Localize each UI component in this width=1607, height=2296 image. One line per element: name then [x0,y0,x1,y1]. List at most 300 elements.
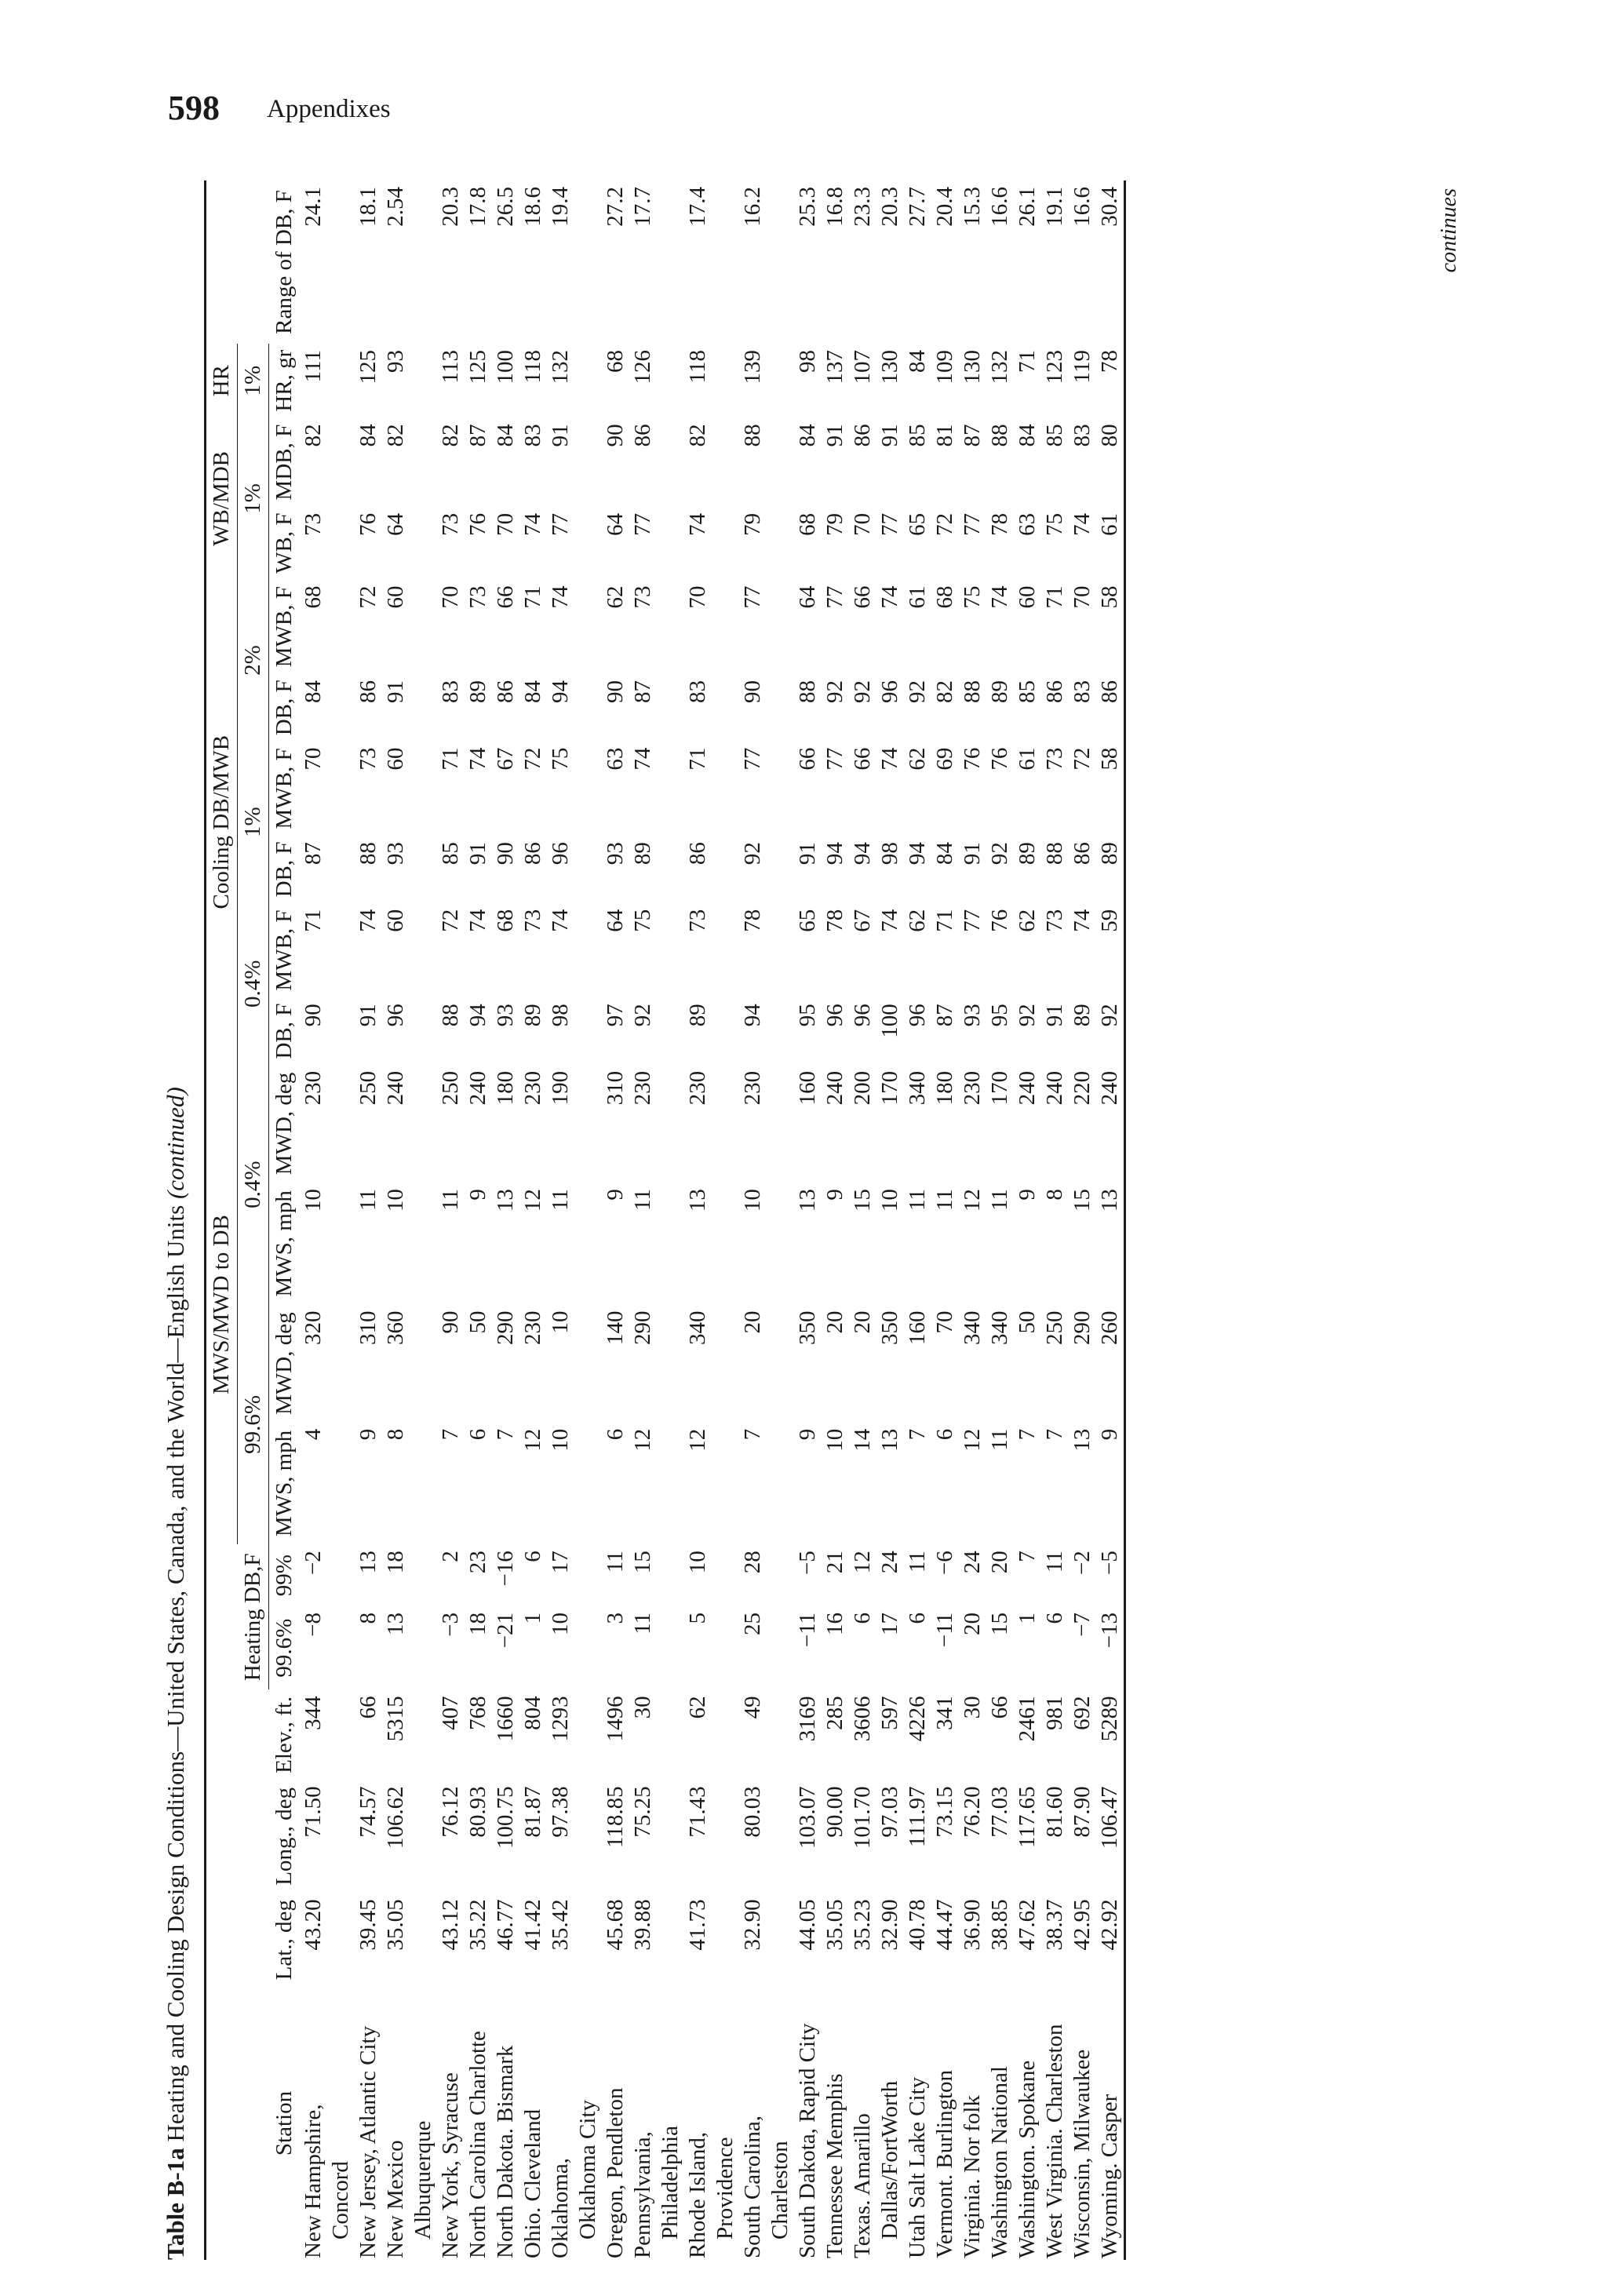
cell-range: 27.2 [603,187,628,227]
cell-db04: 88 [438,1004,463,1027]
station-name: Oregon, Pendleton [603,2087,628,2258]
cell-db2: 85 [1015,680,1040,703]
cell-wb: 79 [740,512,765,536]
cell-mwd996: 140 [603,1310,628,1346]
cell-mwd996: 90 [438,1310,463,1334]
station-name: Rhode Island, [685,2131,710,2258]
cell-db04: 91 [1042,1004,1067,1027]
cell-mwb04: 71 [301,909,326,932]
cell-h99: 2 [438,1551,463,1562]
cell-mws04: 12 [960,1189,985,1212]
rotated-table-block [162,180,1464,2260]
cell-elev: 2461 [1015,1696,1040,1742]
cell-db04: 89 [520,1004,545,1027]
cell-lat: 44.05 [795,1899,820,1951]
cell-mws996: 6 [465,1428,490,1441]
cell-elev: 1660 [493,1696,518,1742]
cell-long: 97.38 [548,1786,573,1838]
cell-hr: 132 [548,350,573,384]
cell-long: 77.03 [987,1786,1012,1838]
cell-range: 17.7 [630,187,655,227]
col-c04-mwb: MWB, F [271,909,297,991]
station-name: Utah Salt Lake City [905,2076,930,2258]
cell-wb: 70 [850,512,875,536]
cell-elev: 3169 [795,1696,820,1742]
cell-db1: 86 [685,842,710,866]
cell-mwb2: 70 [1070,585,1095,609]
cell-mwb2: 68 [932,585,957,609]
table-row [1096,180,1125,2260]
cell-mwd996: 310 [355,1310,381,1346]
cell-mwb1: 74 [877,747,902,771]
caption-label: Table B-1a [162,2148,189,2260]
continues-note: continues [1437,188,1461,273]
cell-mws04: 9 [603,1189,628,1201]
cell-db04: 96 [850,1004,875,1027]
cell-mwd996: 160 [905,1310,930,1346]
cell-mdb: 91 [822,424,847,447]
cell-mwb04: 74 [548,909,573,932]
cell-mws04: 15 [850,1189,875,1212]
cell-h996: 6 [850,1612,875,1624]
cell-long: 80.03 [740,1786,765,1838]
cell-h996: 16 [822,1612,847,1635]
cell-h99: −2 [301,1551,326,1576]
cell-lat: 35.23 [850,1899,875,1951]
cell-mwd996: 340 [960,1310,985,1346]
station-name: Wisconsin, Milwaukee [1070,2049,1095,2258]
cell-elev: 344 [301,1696,326,1730]
cell-mws04: 13 [685,1189,710,1212]
cell-h99: −5 [795,1551,820,1576]
table-row [822,180,849,2260]
station-name: Oklahoma, [548,2157,573,2258]
cell-db1: 88 [1042,842,1067,866]
col-hr: HR, gr [271,349,297,412]
cell-h99: 20 [987,1551,1012,1574]
cell-range: 19.4 [548,187,573,227]
cell-h996: 17 [877,1612,902,1635]
cell-h996: −11 [932,1612,957,1648]
table-row [1069,180,1096,2260]
cell-mwb1: 66 [795,747,820,771]
cell-mwb04: 62 [1015,909,1040,932]
col-c2-mwb: MWB, F [271,586,297,668]
cell-hr: 139 [740,350,765,384]
cell-db2: 92 [905,680,930,703]
cell-mdb: 87 [960,424,985,447]
table-row [629,180,684,2260]
cell-hr: 123 [1042,350,1067,384]
table-row [355,180,382,2260]
station-cell [822,1987,849,2260]
cell-mwd996: 20 [850,1310,875,1334]
cell-lat: 42.92 [1096,1893,1125,1987]
cell-long: 106.62 [383,1786,408,1850]
table-row [904,180,931,2260]
cell-mwb04: 75 [630,909,655,932]
cell-long: 118.85 [603,1786,628,1849]
cell-hr: 109 [932,350,957,384]
station-name: New Mexico [383,2140,408,2258]
cell-h99: 24 [960,1551,985,1574]
station-name: Tennessee Memphis [822,2073,847,2258]
table-row [986,180,1014,2260]
table-row [739,180,794,2260]
cell-mws04: 15 [1070,1189,1095,1212]
cell-h996: 10 [548,1612,573,1635]
cell-mws04: 10 [383,1189,408,1212]
caption-text: Heating and Cooling Design Conditions—United States, Canada, and the World—English Units [162,1204,189,2142]
cell-h99: 7 [1015,1551,1040,1562]
cell-mws996: 7 [438,1428,463,1441]
cell-lat: 38.85 [987,1899,1012,1951]
cell-mdb: 82 [383,424,408,447]
cell-mdb: 84 [1015,424,1040,447]
cell-mwb1: 66 [850,747,875,771]
station-name: Virginia. Nor folk [960,2095,985,2258]
station-name: North Dakota. Bismark [493,2045,518,2258]
station-name-continued: Oklahoma City [575,2099,600,2240]
col-hr-group: HR [206,344,238,417]
cell-long: 87.90 [1070,1786,1095,1838]
cell-mwd04: 240 [1096,1065,1125,1183]
station-name-continued: Providence [712,2137,738,2240]
cell-db2: 94 [548,680,573,703]
cell-db04: 96 [383,1004,408,1027]
cell-wb: 75 [1042,512,1067,536]
cell-mwb1: 74 [465,747,490,771]
cell-db04: 95 [987,1004,1012,1027]
cell-h996: −11 [795,1612,820,1648]
cell-db1: 93 [603,842,628,866]
cell-h99: 28 [740,1551,765,1574]
cell-wb: 64 [603,512,628,536]
cell-db2: 84 [520,680,545,703]
station-cell [629,1987,684,2260]
cell-lat: 39.88 [630,1899,655,1951]
cell-mwb1: 62 [905,747,930,771]
table-row [959,180,986,2260]
cell-mwd996: 250 [1042,1310,1067,1346]
cell-h996: 6 [905,1612,930,1624]
cell-db04: 93 [493,1004,518,1027]
cell-h996: 18 [465,1612,490,1635]
cell-db04: 91 [355,1004,381,1027]
cell-range: 24.1 [301,187,326,227]
cell-mwd04: 230 [740,1070,765,1106]
cell-mwb04: 76 [987,909,1012,932]
cell-db04: 96 [905,1004,930,1027]
cell-db2: 86 [1096,674,1125,742]
cell-range: 16.8 [822,187,847,227]
cell-mwb1: 61 [1015,747,1040,771]
station-name: Washington. Spokane [1015,2060,1040,2258]
cell-mws996: 7 [493,1428,518,1441]
cell-mwd996: 10 [548,1310,573,1334]
cell-mwd996: 290 [1070,1310,1095,1346]
cell-mwb1: 72 [1070,747,1095,771]
cell-mwd04: 180 [493,1070,518,1106]
cell-h99: 11 [905,1551,930,1573]
station-cell [904,1987,931,2260]
cell-range: 23.3 [850,187,875,227]
cell-hr: 107 [850,350,875,384]
cell-h996: −3 [438,1612,463,1637]
cell-mdb: 82 [301,424,326,447]
cell-mdb: 80 [1096,417,1125,507]
cell-db1: 96 [548,842,573,866]
cell-hr: 126 [630,350,655,384]
cell-mwd996: 230 [520,1310,545,1346]
cell-mwb1: 69 [932,747,957,771]
cell-hr: 137 [822,350,847,384]
col-heating: Heating DB,F [206,1544,269,1689]
cell-wb: 76 [355,512,381,536]
station-name: West Virginia. Charleston [1042,2024,1067,2258]
cell-long: 71.50 [301,1786,326,1838]
station-cell [739,1987,794,2260]
cell-mwb04: 77 [960,909,985,932]
cell-hr: 132 [987,350,1012,384]
cell-lat: 35.05 [822,1899,847,1951]
cell-wb: 78 [987,512,1012,536]
cell-elev: 804 [520,1696,545,1730]
cell-mwd996: 50 [465,1310,490,1334]
cell-mwd996: 340 [685,1310,710,1346]
cell-mwd04: 170 [877,1070,902,1106]
station-cell [1096,1987,1125,2260]
cell-mwd04: 340 [905,1070,930,1106]
table-row [465,180,492,2260]
cell-db2: 92 [822,680,847,703]
cell-wb: 64 [383,512,408,536]
cell-db04: 96 [822,1004,847,1027]
cell-mwd04: 250 [355,1070,381,1106]
cell-h99: 12 [850,1551,875,1574]
cell-lat: 45.68 [603,1899,628,1951]
cell-mwb1: 72 [520,747,545,771]
cell-mwb2: 73 [465,585,490,609]
cell-mwb1: 76 [987,747,1012,771]
cell-mwb2: 74 [548,585,573,609]
cell-mwd996: 260 [1096,1305,1125,1423]
cell-mwd996: 360 [383,1310,408,1346]
cell-mwb1: 71 [685,747,710,771]
cell-mws996: 10 [548,1428,573,1452]
cell-mwb2: 74 [877,585,902,609]
cell-db2: 86 [355,680,381,703]
cell-elev: 768 [465,1696,490,1730]
cell-db04: 94 [465,1004,490,1027]
cell-mwb1: 67 [493,747,518,771]
cell-mws996: 6 [932,1428,957,1441]
page-number: 598 [168,89,220,127]
cell-mwb1: 73 [355,747,381,771]
cell-mwd996: 340 [987,1310,1012,1346]
cell-mws996: 10 [822,1428,847,1452]
cell-db2: 83 [1070,680,1095,703]
cell-mws996: 4 [301,1428,326,1441]
cell-lat: 38.37 [1042,1899,1067,1951]
cell-db1: 87 [301,842,326,866]
cell-lat: 46.77 [493,1899,518,1951]
cell-long: 81.87 [520,1786,545,1838]
cell-wb: 74 [685,512,710,536]
cell-range: 17.8 [465,187,490,227]
cell-mdb: 81 [932,424,957,447]
cell-mwd04: 240 [822,1070,847,1106]
table-body [300,180,1125,2260]
cell-mws04: 11 [548,1189,573,1212]
cell-mwb04: 64 [603,909,628,932]
cell-db2: 83 [685,680,710,703]
cell-mwd04: 240 [465,1070,490,1106]
col-mws-996: 99.6% [238,1305,269,1545]
cell-mwb04: 74 [355,909,381,932]
cell-mwd04: 190 [548,1070,573,1106]
cell-long: 71.43 [685,1786,710,1838]
cell-hr: 93 [383,350,408,374]
station-cell [465,1987,492,2260]
cell-db04: 89 [685,1004,710,1027]
cell-mws996: 12 [630,1428,655,1452]
cell-mwd996: 320 [301,1310,326,1346]
cell-range: 16.2 [740,187,765,227]
cell-h99: 11 [1042,1551,1067,1573]
col-elev: Elev., ft. [206,1689,301,1780]
cell-mwb04: 73 [520,909,545,932]
station-name: Wyoming. Casper [1097,2094,1122,2258]
cell-mwd996: 350 [877,1310,902,1346]
cell-mdb: 88 [740,424,765,447]
cell-h99: 23 [465,1551,490,1574]
cell-range: 26.5 [493,187,518,227]
cell-elev: 62 [685,1696,710,1719]
cell-mws04: 10 [877,1189,902,1212]
cell-lat: 41.73 [685,1899,710,1951]
cell-long: 81.60 [1042,1786,1067,1838]
cell-h99: 11 [603,1551,628,1573]
cell-h99: −2 [1070,1551,1095,1576]
caption-suffix: (continued) [162,1087,189,1200]
cell-db04: 89 [1070,1004,1095,1027]
cell-hr: 125 [355,350,381,384]
col-lat: Lat., deg [206,1893,301,1987]
cell-elev: 5289 [1096,1689,1125,1780]
table-row [547,180,602,2260]
cell-mwd04: 170 [987,1070,1012,1106]
cell-h99: 10 [685,1551,710,1574]
cell-wb: 61 [1096,507,1125,580]
station-name: South Carolina, [740,2115,765,2258]
cell-db1: 86 [1070,842,1095,866]
cell-db2: 83 [438,680,463,703]
cell-mdb: 83 [1070,424,1095,447]
cell-h996: 13 [383,1612,408,1635]
cell-wb: 68 [795,512,820,536]
cell-range: 20.3 [877,187,902,227]
cell-db1: 91 [795,842,820,866]
cell-mwb1: 75 [548,747,573,771]
cell-lat: 44.47 [932,1899,957,1951]
cell-mwb2: 61 [905,585,930,609]
station-cell [519,1987,547,2260]
cell-lat: 39.45 [355,1899,381,1951]
col-cooling-1: 1% [238,742,269,903]
cell-db2: 89 [465,680,490,703]
cell-range: 27.7 [905,187,930,227]
cell-elev: 341 [932,1696,957,1730]
station-cell [547,1987,602,2260]
cell-h996: −21 [493,1612,518,1649]
cell-long: 76.12 [438,1786,463,1838]
cell-mwd996: 50 [1015,1310,1040,1334]
cell-mdb: 88 [987,424,1012,447]
station-cell [602,1987,629,2260]
cell-db1: 94 [822,842,847,866]
cell-long: 106.47 [1096,1780,1125,1893]
cell-mwd04: 230 [630,1070,655,1106]
cell-h99: −16 [493,1551,518,1587]
cell-long: 100.75 [493,1786,518,1850]
col-wb: WB, F [271,512,297,574]
col-mws-group: MWS/MWD to DB [206,1065,238,1544]
cell-elev: 981 [1042,1696,1067,1730]
cell-db1: 94 [905,842,930,866]
cell-range: 30.4 [1096,180,1125,344]
cell-mwb2: 73 [630,585,655,609]
cell-mwb04: 67 [850,909,875,932]
cell-mws04: 11 [905,1189,930,1212]
cell-hr: 68 [603,350,628,374]
cell-db2: 90 [603,680,628,703]
cell-mws996: 9 [1096,1423,1125,1544]
cell-mdb: 85 [1042,424,1067,447]
cell-db2: 91 [383,680,408,703]
cell-elev: 66 [987,1696,1012,1719]
cell-hr: 125 [465,350,490,384]
col-c2-db: DB, F [271,680,297,736]
cell-long: 101.70 [850,1786,875,1850]
col-c04-db: DB, F [271,1003,297,1059]
cell-elev: 285 [822,1696,847,1730]
cell-elev: 3606 [850,1696,875,1742]
table-row [382,180,437,2260]
cell-h996: −13 [1096,1606,1125,1689]
cell-long: 90.00 [822,1786,847,1838]
cell-mwd996: 20 [740,1310,765,1334]
table-row [1041,180,1069,2260]
cell-h996: 5 [685,1612,710,1624]
cell-mwb1: 76 [960,747,985,771]
cell-db2: 88 [960,680,985,703]
cell-long: 111.97 [905,1786,930,1847]
cell-elev: 66 [355,1696,381,1719]
cell-wb: 70 [493,512,518,536]
cell-mws04: 10 [740,1189,765,1212]
cell-h996: 15 [987,1612,1012,1635]
table-row [794,180,822,2260]
cell-lat: 42.95 [1070,1899,1095,1951]
cell-mdb: 83 [520,424,545,447]
cell-range: 18.1 [355,187,381,227]
cell-wb: 77 [877,512,902,536]
cell-db04: 92 [1096,997,1125,1065]
cell-mwb2: 60 [383,585,408,609]
cell-range: 20.3 [438,187,463,227]
cell-db1: 91 [465,842,490,866]
